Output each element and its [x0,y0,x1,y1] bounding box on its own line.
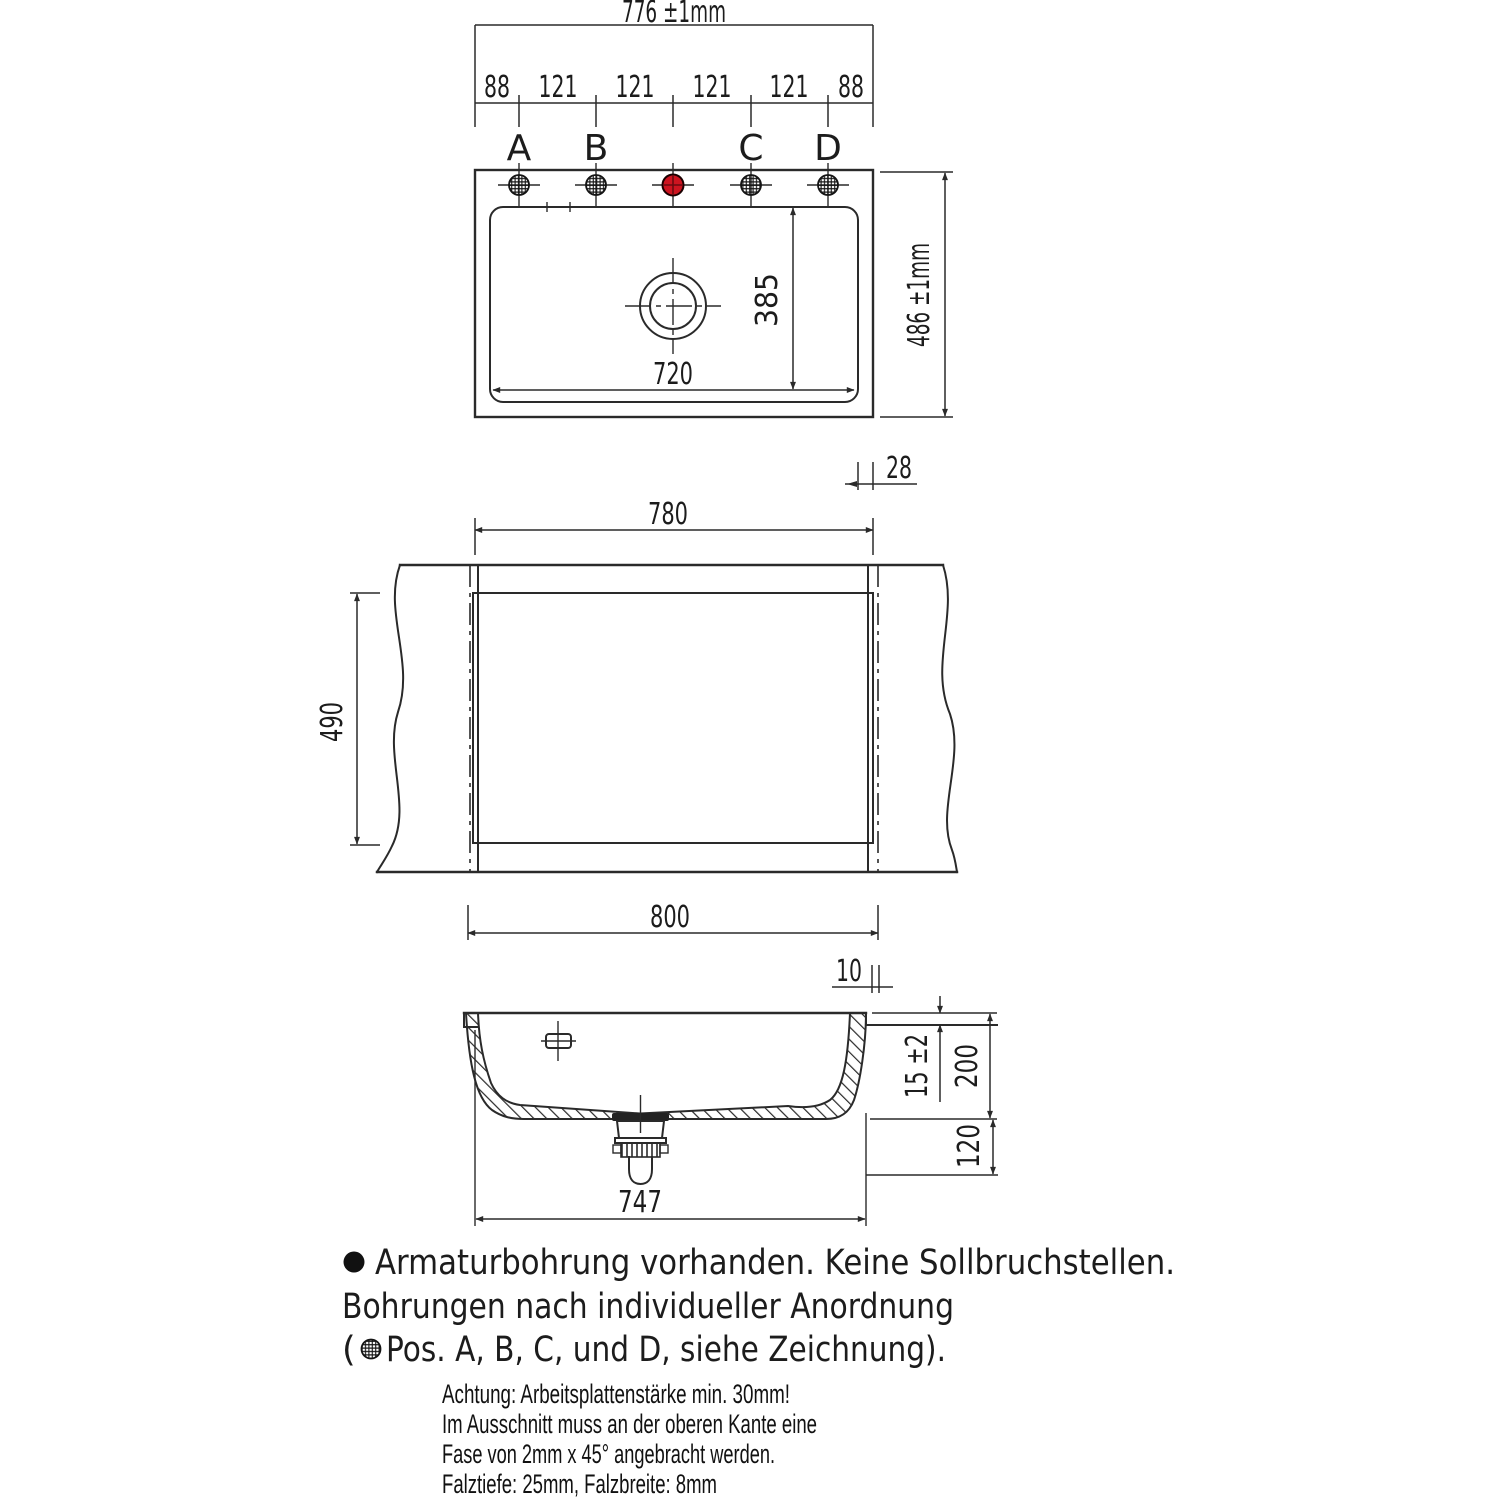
countertop-right [866,1013,997,1025]
dim-label-780: 780 [648,497,688,532]
dim-clearance [866,1110,998,1175]
spacing-label-3: 121 [692,70,732,105]
drain-tailpipe [629,1157,652,1184]
dim-rim-height [872,996,948,1102]
dim-hole-spacings [475,70,873,127]
cutout-view [315,497,957,940]
spacing-label-5: 88 [838,70,864,105]
dim-label-720: 720 [653,357,693,392]
hole-letter-d: D [814,128,842,169]
note-line-1: Armaturbohrung vorhanden. Keine Sollbruchstellen. [375,1243,1175,1283]
dim-label-486: 486 ±1mm [902,177,937,347]
note-line-3: Pos. A, B, C, und D, siehe Zeichnung). [386,1330,946,1370]
notes-technical [342,1243,1175,1370]
dim-inner-width [493,357,854,392]
note-line-3-open-paren: ( [342,1330,356,1370]
hole-letter-b: B [583,128,609,169]
drain-symbol [625,258,721,354]
gap-arrow [847,481,857,487]
drain-assembly [612,1095,669,1184]
dim-label-120: 120 [952,1110,987,1168]
dim-label-747: 747 [618,1185,662,1220]
drain-nut-tab-right [660,1145,668,1153]
spacing-label-0: 88 [484,70,510,105]
hatched-hole-icon [362,1340,381,1359]
dim-label-15: 15 ±2 [900,1006,935,1098]
spacing-label-1: 121 [538,70,578,105]
hole-letters [507,128,842,169]
top-view [475,0,953,490]
dim-label-490: 490 [315,684,350,742]
section-view [464,954,998,1226]
dim-total-width [475,0,873,127]
dim-rim-overhang [832,954,893,993]
dim-label-200: 200 [950,1030,985,1088]
dim-cutout-800 [468,900,878,940]
dim-base-width [475,1030,866,1226]
dim-edge-gap [845,451,917,490]
drain-nut [621,1143,660,1157]
break-line-right [942,565,957,872]
dim-label-385: 385 [750,269,785,327]
dim-cutout-780 [475,497,873,555]
dim-cutout-490 [315,593,380,845]
dim-total-depth [880,172,953,417]
faucet-hole-section [541,1021,576,1061]
warning-line-3: Fase von 2mm x 45° angebracht werden. [442,1439,775,1469]
note-line-2: Bohrungen nach individueller Anordnung [342,1287,954,1327]
basin-wall-section [466,1013,866,1119]
hole-letter-c: C [738,128,764,169]
dim-label-776: 776 ±1mm [622,0,726,30]
spacing-label-2: 121 [615,70,655,105]
warning-line-2: Im Ausschnitt muss an der oberen Kante eine [442,1409,817,1439]
cutout-rect [473,593,873,843]
bullet-icon [344,1252,365,1273]
dim-drain-offset [750,208,793,389]
notes-warning [442,1379,817,1499]
warning-line-1: Achtung: Arbeitsplattenstärke min. 30mm! [442,1379,790,1409]
dim-label-800: 800 [650,900,690,935]
hole-letter-a: A [506,128,532,169]
break-line-left [377,565,403,872]
dim-label-28: 28 [886,451,912,486]
warning-line-4: Falztiefe: 25mm, Falzbreite: 8mm [442,1469,717,1499]
drain-nut-tab-left [613,1145,621,1153]
worktop-slab [377,565,957,872]
spacing-label-4: 121 [769,70,809,105]
dim-label-10: 10 [836,954,862,989]
